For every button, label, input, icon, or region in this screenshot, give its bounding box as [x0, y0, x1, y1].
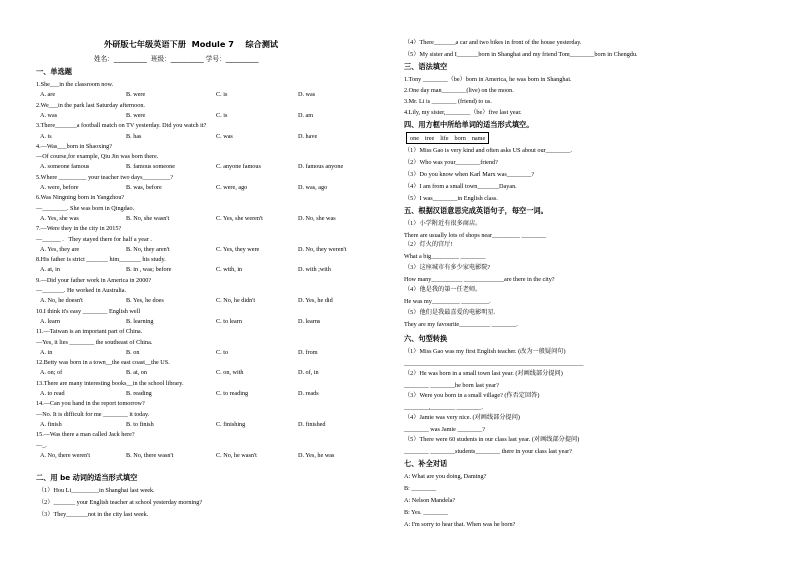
mc-option: B. Yes, he does: [126, 297, 164, 305]
mc-option: C. is: [216, 111, 228, 119]
transform-q-2: （2）He was born in a small town last year. (对画线部分提问): [404, 370, 563, 377]
wordfill-1: （1）Miss Gao is very kind and often asks US about our________.: [404, 147, 572, 154]
mc-option: C. is: [216, 91, 228, 99]
mc-question: 13.There are many interesting books__in the school library.: [36, 379, 184, 387]
mc-option: C. with, in: [216, 266, 243, 274]
mc-option: D. was, ago: [298, 184, 328, 191]
mc-option: D. famous anyone: [298, 163, 344, 171]
mc-option: B. No, they aren't: [126, 245, 170, 253]
dialog-line: A: Nelson Mandela?: [404, 497, 456, 504]
mc-question: 14.—Can you hand in the report tomorrow?: [36, 400, 145, 408]
transform-a-2: ________ ________he born last year?: [404, 382, 499, 389]
mc-question: 12.Betty was born in a town__the east coast__the US.: [36, 359, 170, 367]
grammar-2: 2.One day man________(live) on the moon.: [404, 87, 514, 94]
cn-prompt-5: （5）他们是我最喜爱的电影明星.: [404, 309, 496, 316]
mc-question-line2: —Yes, it lies ________ the southeast of China.: [36, 338, 153, 346]
dialog-line: A: I'm sorry to hear that. When was he born?: [404, 521, 516, 528]
mc-option: B. at, on: [126, 369, 147, 377]
mc-option: C. on, with: [216, 369, 244, 377]
word-box-item: name: [471, 134, 486, 142]
transform-a-4: ________ was Jamie ________?: [404, 426, 485, 433]
mc-question: 7.—Were they in the city in 2015?: [36, 225, 122, 233]
cn-answer-1: There are usually lots of shops near_________ ________: [404, 232, 547, 239]
wordfill-4: （4）I am from a small town_______Dayan.: [404, 183, 517, 190]
mc-option: C. to learn: [216, 317, 242, 325]
dialog-line: A: What are you doing, Daming?: [404, 473, 487, 480]
word-box: [406, 132, 489, 144]
mc-option: A. on; of: [40, 369, 63, 377]
word-box-item: one: [410, 134, 419, 142]
be-fill-5: （5）My sister and I_______born in Shanghai and my friend Tom________born in Chengdu.: [404, 51, 638, 58]
mc-option: D. of, in: [298, 369, 319, 377]
mc-option: A. in: [40, 348, 53, 356]
mc-option: A. Yes, she was: [40, 214, 79, 222]
section-3-title: 三、语法填空: [404, 62, 448, 71]
mc-option: B. No, there wasn't: [126, 451, 174, 459]
mc-option: D. Yes, he did: [298, 297, 333, 305]
mc-option: C. was: [216, 132, 233, 140]
mc-option: C. Yes, they were: [216, 245, 260, 253]
mc-option: B. has: [126, 132, 142, 140]
mc-option: A. were, before: [40, 184, 79, 191]
cn-prompt-2: （2）灯火的宫厅!: [404, 241, 453, 248]
mc-question-line2: —_______. He worked in Australia.: [36, 287, 127, 294]
cn-prompt-4: （4）他是我的第一任老师。: [404, 286, 482, 293]
section-6-title: 六、句型转换: [404, 334, 448, 343]
mc-option: B. reading: [126, 390, 152, 397]
cn-answer-3: How many__________ _____________are there in the city?: [404, 276, 555, 283]
dialog-line: B: ________: [404, 485, 437, 492]
transform-q-5: （5）There were 60 students in our class last year. (对画线部分提问): [404, 436, 580, 443]
mc-option: D. am: [298, 111, 314, 119]
mc-option: B. on: [126, 348, 140, 356]
section-1-title: 一、单选题: [36, 67, 72, 76]
mc-question-line2: —______ . They stayed there for half a year .: [36, 235, 152, 243]
mc-option: C. No, he wasn't: [216, 451, 257, 459]
mc-option: A. is: [40, 132, 52, 140]
be-fill-2: （2）_______ your English teacher at school yesterday morning?: [38, 499, 203, 506]
mc-option: C. to reading: [216, 390, 249, 397]
mc-option: C. anyone famous: [216, 163, 261, 171]
mc-option: D. was: [298, 91, 316, 99]
mc-option: B. learning: [126, 317, 154, 325]
mc-question: 11.—Taiwan is an important part of China.: [36, 328, 143, 336]
cn-answer-5: They are my favourite__________ ________.: [404, 321, 518, 328]
word-box-item: tree: [424, 134, 435, 142]
mc-option: A. was: [40, 111, 58, 119]
transform-q-4: （4）Jamie was very nice. (对画线部分提问): [404, 414, 520, 421]
grammar-1: 1.Tony ________（be）born in America, he was born in Shanghai.: [404, 76, 572, 83]
mc-question-line2: —________. She was born in Qingdao.: [36, 204, 135, 212]
mc-option: C. Yes, she weren't: [216, 214, 263, 222]
mc-option: C. No, he didn't: [216, 297, 256, 305]
mc-option: D. learns: [298, 317, 321, 325]
mc-option: B. No, she wasn't: [126, 214, 170, 222]
transform-a-3: ________,________ ________.: [404, 404, 483, 411]
mc-option: C. were, ago: [216, 184, 248, 191]
mc-option: A. finish: [40, 420, 62, 428]
mc-question: 8.His father is strict _______ him_______ his study.: [36, 256, 166, 264]
mc-option: D. Yes, he was: [298, 451, 335, 459]
be-fill-3: （3）They_______not in the city last week.: [38, 511, 149, 518]
mc-option: A. Yes, they are: [40, 245, 80, 253]
section-7-title: 七、补全对话: [404, 459, 448, 468]
mc-question: 1.She___in the classroom now.: [36, 81, 114, 88]
section-4-title: 四、用方框中所给单词的适当形式填空。: [404, 120, 534, 129]
transform-q-3: （3）Were you born in a small village? (作否定回答): [404, 392, 540, 399]
dialog-line: B: Yes. ________: [404, 509, 449, 516]
mc-option: B. were: [126, 111, 146, 119]
mc-option: A. No, he doesn't: [40, 297, 83, 305]
transform-q-1: （1）Miss Gao was my first English teacher. (改为一般疑问句): [404, 348, 566, 355]
cn-prompt-3: （3）这座城市有多少家电影院?: [404, 264, 491, 271]
mc-option: D. No, she was: [298, 214, 336, 222]
mc-option: C. to: [216, 348, 229, 356]
mc-option: D. from: [298, 348, 318, 356]
mc-option: A. learn: [40, 317, 60, 325]
mc-question: 2.We___in the park last Saturday afternoon.: [36, 101, 145, 109]
mc-option: D. reads: [298, 390, 319, 397]
wordfill-5: （5）I was________in English class.: [404, 195, 498, 202]
grammar-3: 3.Mr. Li is ________ (friend) to us.: [404, 98, 492, 105]
mc-option: D. with ;with: [298, 266, 331, 274]
mc-question-line2: —No. It is difficult for me ________ it today.: [36, 410, 150, 418]
word-box-item: life: [440, 134, 449, 142]
cn-answer-2: What a big_________ ________: [404, 253, 486, 260]
mc-option: A. to read: [40, 390, 65, 397]
wordfill-2: （2）Who was your________friend?: [404, 159, 498, 166]
transform-a-1: __________________________________________________________: [404, 360, 584, 367]
section-5-title: 五、根据汉语意思完成英语句子，每空一词。: [404, 206, 548, 215]
mc-option: D. finished: [298, 420, 326, 428]
grammar-4: 4.Lily, my sister,________（be）five last year.: [404, 109, 522, 116]
mc-question: 10.I think it's easy ________ English well: [36, 307, 141, 315]
mc-option: A. someone famous: [40, 163, 90, 171]
mc-question: 4.—Was___born in Shaoxing?: [36, 142, 112, 150]
mc-question: 15.—Was there a man called Jack here?: [36, 431, 135, 439]
mc-question: 5.Where _________ your teacher two days_________?: [36, 173, 174, 181]
mc-question: 9.—Did your father work in America in 2000?: [36, 276, 152, 284]
be-fill-1: （1）Hou Li_________in Shanghai last week.: [38, 487, 155, 494]
cn-answer-4: He was my_________ _________.: [404, 298, 491, 305]
mc-option: A. at, in: [40, 266, 60, 274]
name-line: 姓名：__________ 班级：__________ 学号：__________: [94, 55, 259, 63]
mc-option: B. famous someone: [126, 163, 175, 171]
wordfill-3: （3）Do you know when Karl Marx was________?: [404, 171, 535, 178]
mc-option: B. to finish: [126, 420, 154, 428]
section-2-title: 二、用 be 动词的适当形式填空: [36, 473, 138, 482]
mc-option: C. finishing: [216, 420, 246, 428]
mc-question-line2: —Of course,for example, Qiu Jin was born there.: [36, 153, 159, 161]
mc-option: B. was, before: [126, 184, 162, 191]
word-box-item: born: [454, 134, 466, 142]
mc-question: 3.There_______a football match on TV yesterday. Did you watch it?: [36, 122, 207, 130]
mc-option: B. were: [126, 91, 146, 99]
mc-option: D. have: [298, 132, 318, 140]
page-title: 外研版七年级英语下册 Module 7 综合测试: [104, 39, 279, 49]
mc-option: A. No, there weren't: [40, 451, 91, 459]
mc-option: B. in , was; before: [126, 266, 172, 274]
cn-prompt-1: （1）小学附近有很多商店。: [404, 220, 482, 227]
mc-option: D. No, they weren't: [298, 245, 347, 253]
mc-question-line2: —_.: [36, 441, 47, 449]
be-fill-4: （4）There_______a car and two bikes in front of the house yesterday.: [404, 39, 582, 46]
mc-option: A. are: [40, 91, 56, 99]
mc-question: 6.Was Ningning born in Yangzhou?: [36, 194, 125, 202]
transform-a-5: ________ ________students________ there in your class last year?: [404, 448, 572, 455]
